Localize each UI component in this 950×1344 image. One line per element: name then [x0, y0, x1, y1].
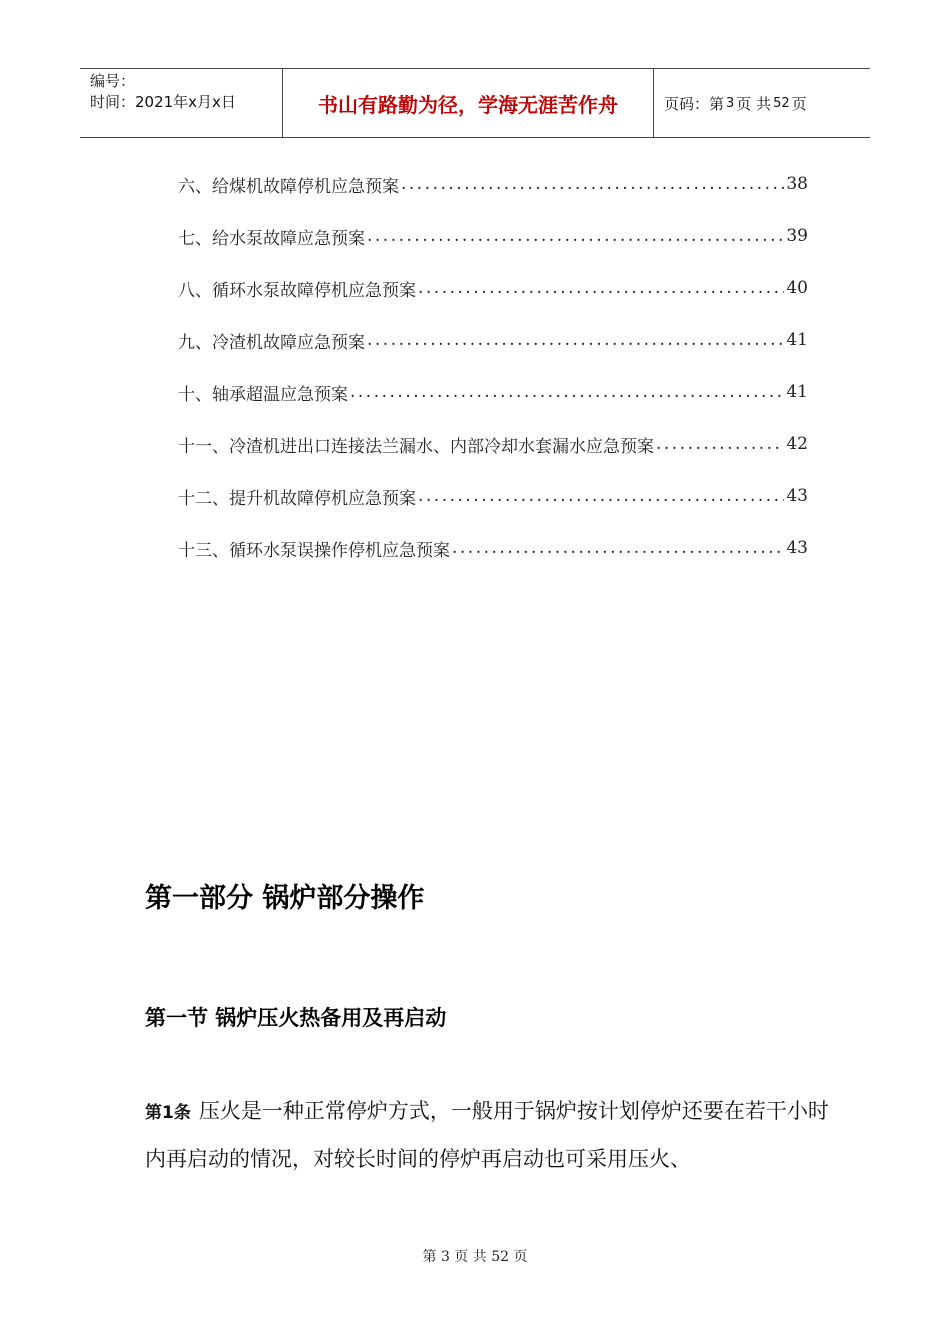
toc-leader — [656, 434, 784, 454]
part-title: 第一部分 锅炉部分操作 — [145, 883, 425, 914]
page-footer: 第 3 页 共 52 页 — [422, 1249, 528, 1265]
time-label: 时间：2021年x月x日 — [90, 93, 236, 111]
toc-leader — [367, 226, 784, 246]
toc-leader — [401, 174, 784, 194]
toc-page: 42 — [786, 434, 808, 454]
toc-page: 38 — [786, 174, 808, 194]
toc-page: 41 — [786, 330, 808, 350]
page-mid: 页 共 — [736, 94, 772, 113]
toc-item[interactable] — [178, 262, 808, 314]
toc-page: 39 — [786, 226, 808, 246]
toc-page: 40 — [786, 278, 808, 298]
toc-item[interactable] — [178, 210, 808, 262]
toc-title: 七、给水泵故障应急预案 — [178, 228, 365, 249]
toc-leader — [452, 538, 784, 558]
toc-title: 十三、循环水泵误操作停机应急预案 — [178, 540, 450, 561]
toc-leader — [367, 330, 784, 350]
toc-leader — [350, 382, 784, 402]
toc-page: 43 — [786, 538, 808, 558]
toc-title: 十、轴承超温应急预案 — [178, 384, 348, 405]
toc-page: 41 — [786, 382, 808, 402]
document-header — [80, 68, 870, 138]
toc-item[interactable] — [178, 418, 808, 470]
toc-title: 六、给煤机故障停机应急预案 — [178, 176, 399, 197]
toc-leader — [418, 486, 784, 506]
page-current: 3 — [726, 95, 735, 111]
toc-title: 十一、冷渣机进出口连接法兰漏水、内部冷却水套漏水应急预案 — [178, 436, 654, 457]
toc-item[interactable] — [178, 522, 808, 574]
toc-title: 九、冷渣机故障应急预案 — [178, 332, 365, 353]
toc-leader — [418, 278, 784, 298]
section-title: 第一节 锅炉压火热备用及再启动 — [145, 1006, 447, 1030]
toc-item[interactable] — [178, 470, 808, 522]
toc-page: 43 — [786, 486, 808, 506]
article-paragraph — [145, 1088, 835, 1182]
header-meta-cell — [80, 69, 282, 137]
article-text: 压火是一种正常停炉方式，一般用于锅炉按计划停炉还要在若干小时内再启动的情况，对较长时间的停炉再启动也可采用压火、 — [145, 1099, 829, 1171]
header-page-cell — [654, 69, 870, 137]
page-prefix: 页码：第 — [664, 94, 725, 113]
page-total: 52 — [773, 95, 790, 111]
toc-item[interactable] — [178, 366, 808, 418]
toc-item[interactable] — [178, 314, 808, 366]
toc-item[interactable] — [178, 158, 808, 210]
toc-title: 八、循环水泵故障停机应急预案 — [178, 280, 416, 301]
header-motto-cell — [282, 69, 654, 137]
number-label: 编号： — [90, 72, 136, 90]
toc-title: 十二、提升机故障停机应急预案 — [178, 488, 416, 509]
table-of-contents — [178, 158, 808, 574]
page-suffix: 页 — [791, 94, 807, 113]
article-label: 第1条 — [145, 1103, 191, 1123]
motto: 书山有路勤为径，学海无涯苦作舟 — [318, 92, 618, 117]
